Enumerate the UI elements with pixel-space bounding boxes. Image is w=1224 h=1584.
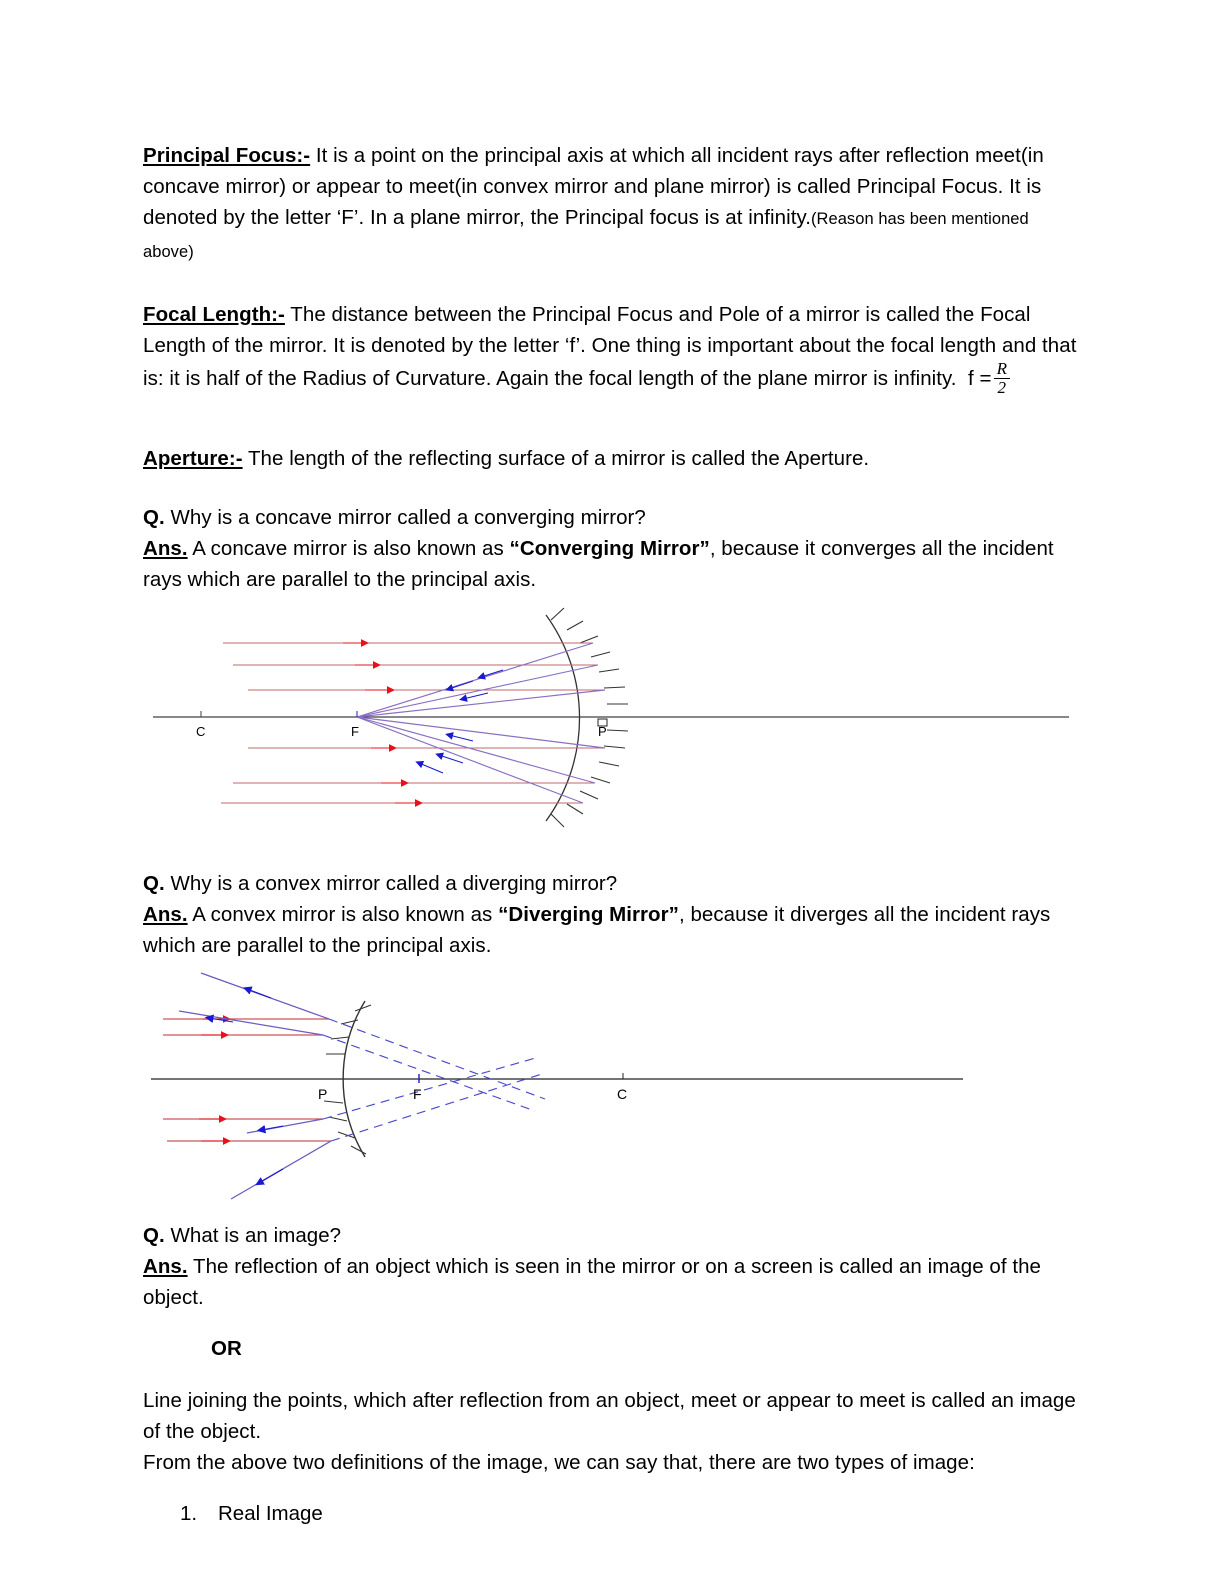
virtual-rays: [323, 1019, 545, 1141]
question-3-label: Q.: [143, 1223, 165, 1247]
list-item-number: 1.: [180, 1502, 198, 1526]
reflected-rays: [357, 643, 605, 803]
focal-length-formula-lhs: f =: [968, 366, 992, 390]
question-2-label: Q.: [143, 871, 165, 895]
question-2-text: Why is a convex mirror called a diverging mirror?: [164, 871, 618, 895]
answer-1-part1: A concave mirror is also known as: [187, 536, 510, 560]
fraction-numerator: R: [996, 359, 1007, 378]
focal-length-fraction: [994, 360, 1010, 397]
question-1: [143, 502, 1079, 533]
answer-2-label: Ans.: [143, 902, 188, 926]
aperture-term: Aperture:-: [143, 446, 243, 470]
label-f: F: [413, 1085, 422, 1102]
principal-focus-paragraph: [143, 140, 1079, 268]
fraction-denominator: 2: [997, 377, 1007, 397]
question-3-text: What is an image?: [164, 1223, 342, 1247]
aperture-body: The length of the reflecting surface of a mirror is called the Aperture.: [242, 446, 870, 470]
incident-ray-arrowheads: [199, 1019, 227, 1141]
alternate-definition: Line joining the points, which after reflection from an object, meet or appear to meet is called an image of the object.: [143, 1388, 1076, 1443]
question-3: [143, 1220, 1079, 1251]
convex-mirror-ray-diagram: [143, 961, 1079, 1206]
answer-2-emphasis: “Diverging Mirror”: [498, 902, 679, 926]
answer-1-emphasis: “Converging Mirror”: [509, 536, 710, 560]
focal-length-paragraph: [143, 299, 1079, 398]
list-item: [143, 1498, 1079, 1529]
reflected-ray-arrowheads: [419, 670, 503, 773]
answer-3-text: The reflection of an object which is seen in the mirror or on a screen is called an image of the object.: [143, 1254, 1042, 1309]
conclusion-line: From the above two definitions of the image, we can say that, there are two types of image:: [143, 1450, 975, 1474]
answer-3: [143, 1251, 1079, 1313]
answer-1-label: Ans.: [143, 536, 188, 560]
aperture-paragraph: [143, 443, 1079, 474]
question-1-label: Q.: [143, 505, 165, 529]
concave-mirror-surface: [546, 615, 580, 821]
label-c: C: [617, 1085, 628, 1102]
principal-focus-note: (Reason has been mentioned above): [143, 210, 1029, 261]
answer-1: [143, 533, 1079, 595]
concave-mirror-ray-diagram: [143, 595, 1079, 840]
answer-1-part2: , because it converges all the incident rays which are parallel to the principal axis.: [143, 536, 1054, 591]
principal-focus-term: Principal Focus:-: [143, 144, 311, 167]
focal-length-body: The distance between the Principal Focus and Pole of a mirror is called the Focal Length of the mirror. It is denoted by the letter ‘f’. One thing is important about the focal length and that is: it is half of the Radius of Curvature. Again the focal length of the plane mirror is infinity.: [143, 303, 1077, 390]
question-2: [143, 868, 1079, 899]
list-item-label: Real Image: [218, 1502, 323, 1526]
label-p: P: [318, 1085, 328, 1102]
answer-3-label: Ans.: [143, 1254, 188, 1278]
label-p: P: [598, 723, 607, 739]
answer-2-part1: A convex mirror is also known as: [187, 902, 499, 926]
concave-diagram-svg: [143, 595, 1079, 840]
principal-focus-body: It is a point on the principal axis at which all incident rays after reflection meet(in concave mirror) or appear to meet(in convex mirror and plane mirror) is called Principal Focus. It is denoted by the letter ‘F’. In a plane mirror, the Principal focus is at infinity.: [143, 144, 1044, 229]
incident-rays: [221, 643, 605, 803]
convex-diagram-svg: [143, 961, 1079, 1206]
answer-2-part2: , because it diverges all the incident rays which are parallel to the principal axis.: [143, 902, 1051, 957]
or-separator: OR: [211, 1337, 242, 1361]
label-f: F: [351, 723, 359, 739]
label-c: C: [196, 723, 206, 739]
reflected-rays: [179, 973, 331, 1199]
answer-2: [143, 899, 1079, 961]
focal-length-term: Focal Length:-: [143, 303, 285, 326]
question-1-text: Why is a concave mirror called a converging mirror?: [164, 505, 646, 529]
